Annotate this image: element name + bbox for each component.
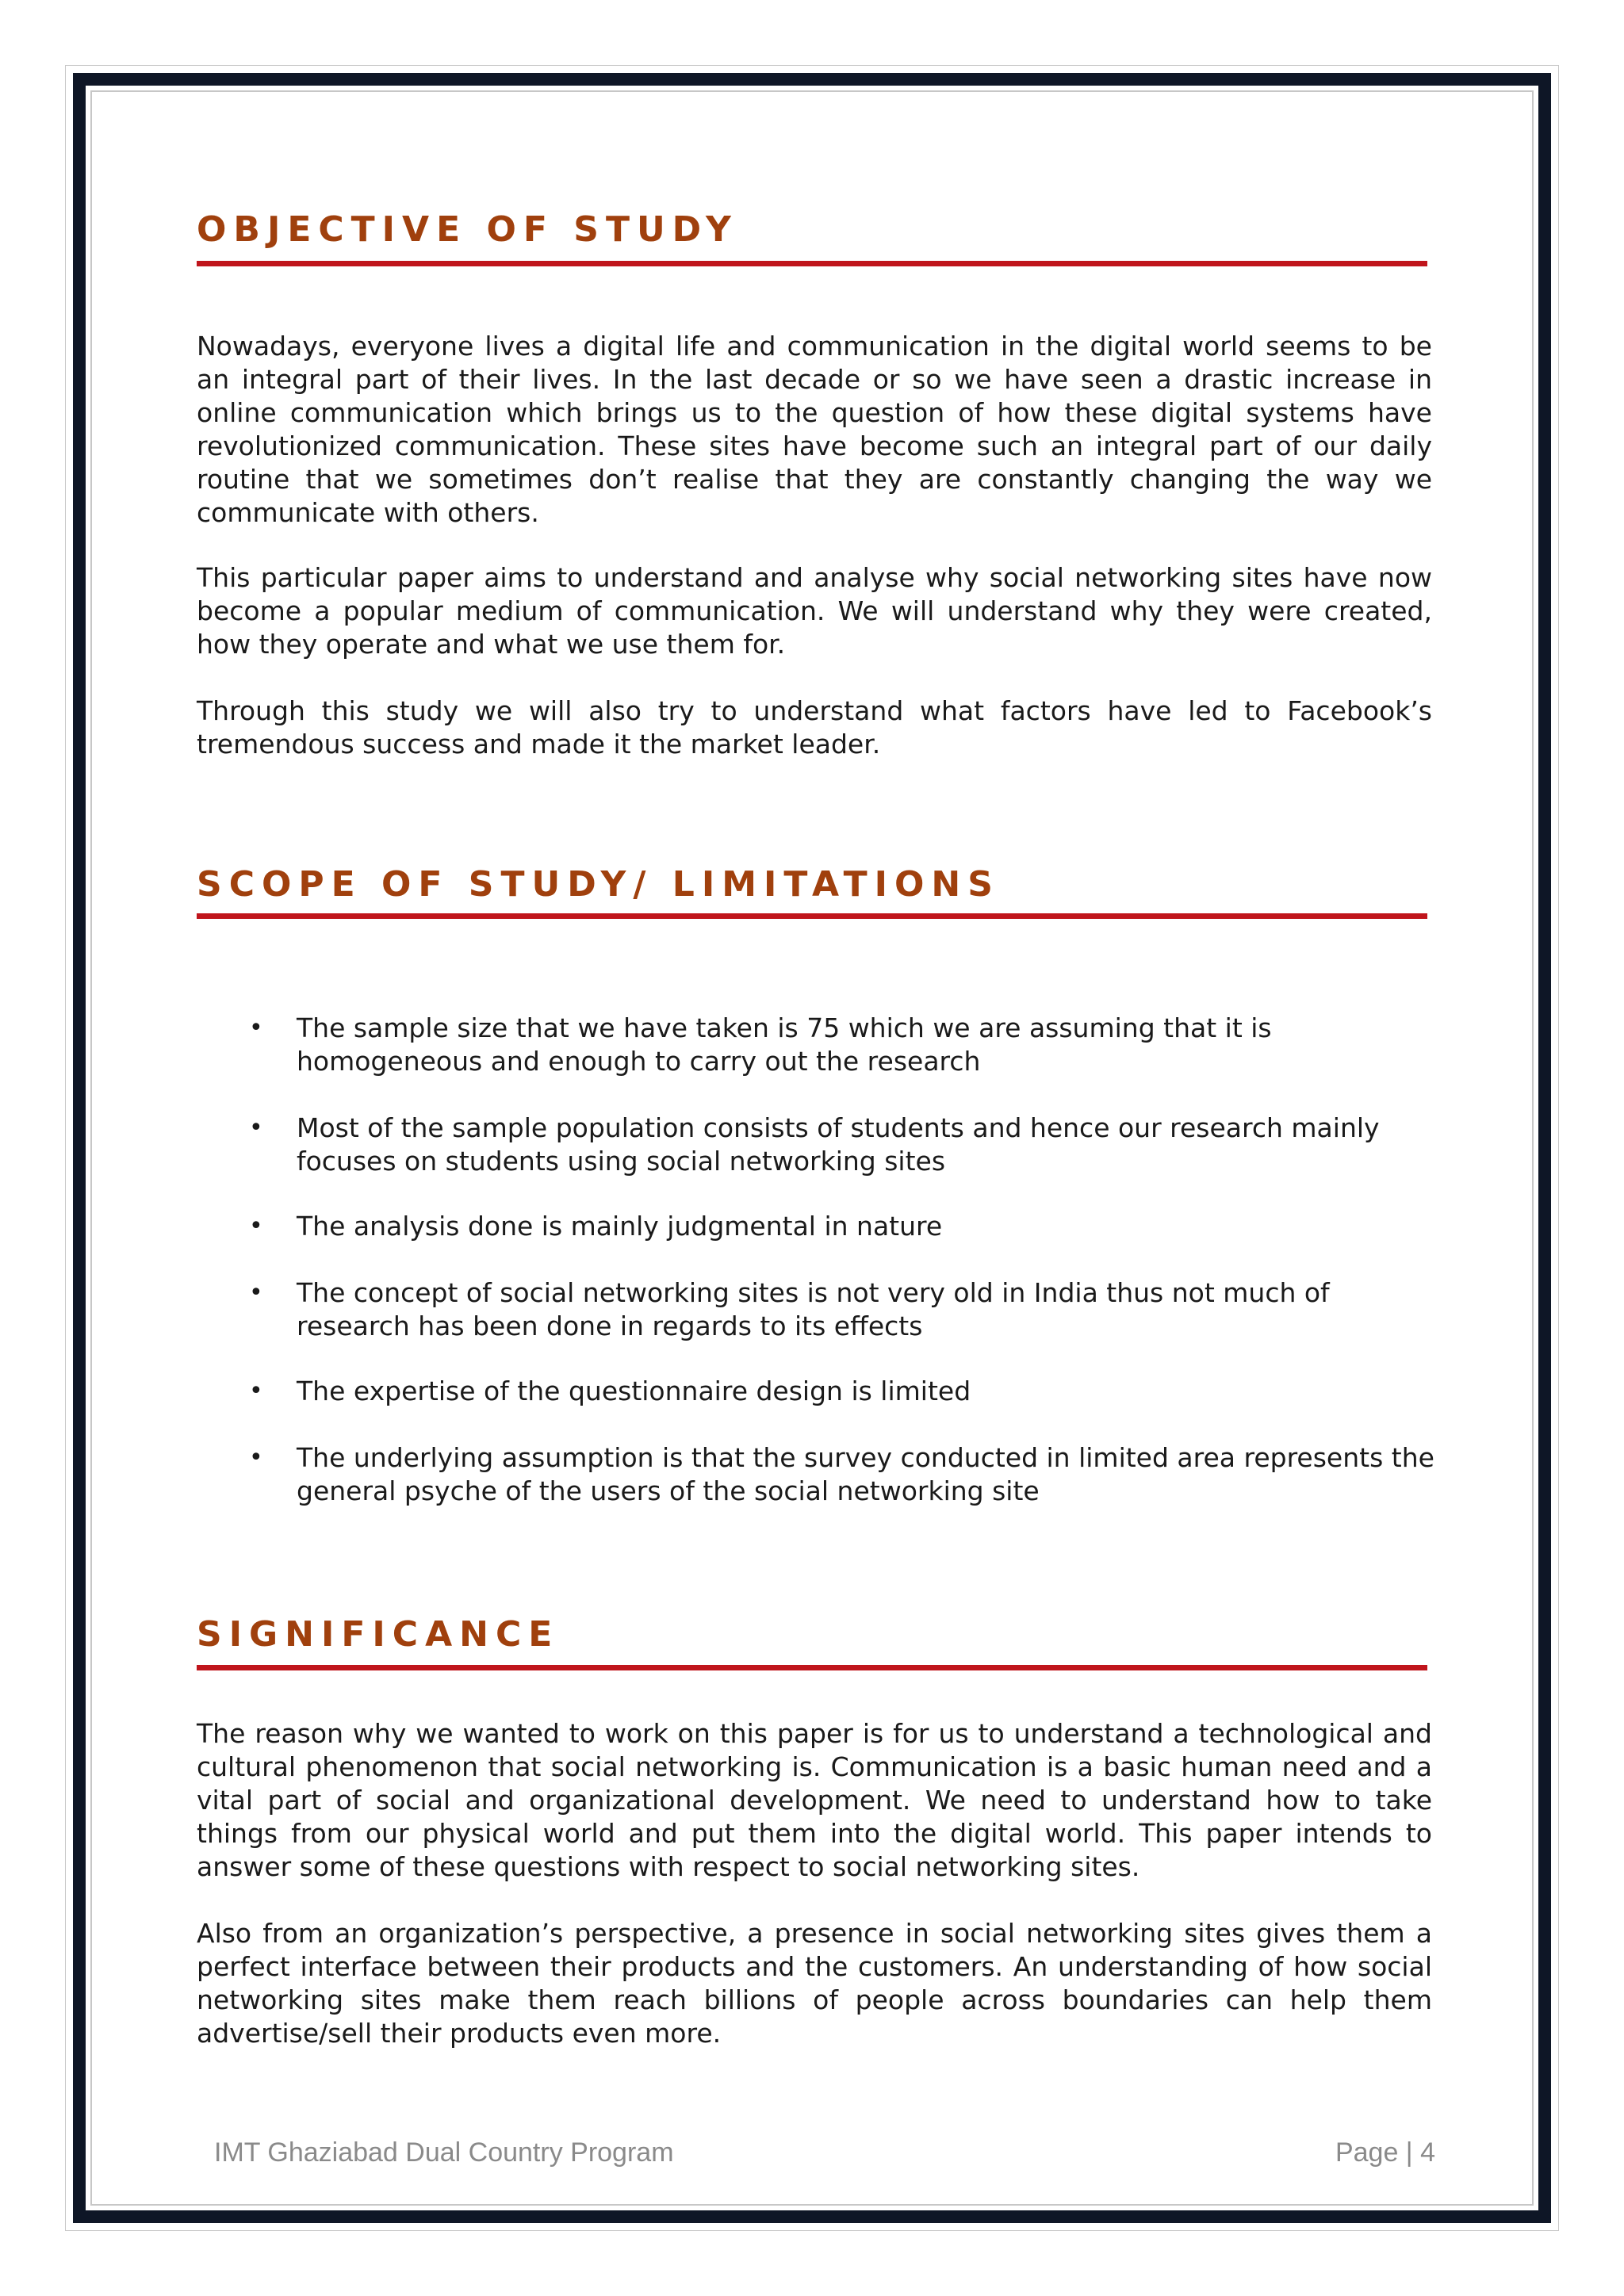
- heading-rule-objective: [197, 261, 1427, 266]
- objective-paragraph-2: This particular paper aims to understand and analyse why social networking sites have now become a popular medium of communication. We will understand why they were created, how they operate and what we use them for.: [197, 562, 1432, 660]
- bullet-icon: •: [249, 1014, 263, 1042]
- footer-page-number: Page | 4: [1335, 2137, 1435, 2168]
- bullet-icon: •: [249, 1377, 263, 1405]
- heading-scope: SCOPE OF STUDY/ LIMITATIONS: [197, 864, 1000, 905]
- list-item-text: The expertise of the questionnaire design is limited: [297, 1376, 971, 1406]
- bullet-icon: •: [249, 1114, 263, 1142]
- heading-objective: OBJECTIVE OF STUDY: [197, 209, 738, 250]
- significance-paragraph-2: Also from an organization’s perspective, a presence in social networking sites gives them a perfect interface between their products and the customers. An understanding of how social networking sites make them reach billions of people across boundaries can help them advertise/sell their products even more.: [197, 1918, 1432, 2049]
- list-item-text: Most of the sample population consists of students and hence our research mainly focuses on students using social networking sites: [297, 1112, 1380, 1177]
- heading-significance: SIGNIFICANCE: [197, 1614, 560, 1655]
- list-item-text: The concept of social networking sites is not very old in India thus not much of research has been done in regards to its effects: [297, 1277, 1330, 1341]
- list-item-text: The underlying assumption is that the survey conducted in limited area represents the general psyche of the users of the social networking site: [297, 1442, 1434, 1506]
- bullet-icon: •: [249, 1444, 263, 1471]
- footer-program: IMT Ghaziabad Dual Country Program: [214, 2137, 674, 2168]
- list-item-text: The analysis done is mainly judgmental in nature: [297, 1211, 943, 1242]
- significance-paragraph-1: The reason why we wanted to work on this paper is for us to understand a technological and cultural phenomenon that social networking is. Communication is a basic human need and a vital part of social and organizational development. We need to understand how to take things from our physical world and put them into the digital world. This paper intends to answer some of these questions with respect to social networking sites.: [197, 1718, 1432, 1882]
- objective-paragraph-1: Nowadays, everyone lives a digital life and communication in the digital world seems to be an integral part of their lives. In the last decade or so we have seen a drastic increase in online communication which brings us to the question of how these digital systems have revolutionized communication. These sites have become such an integral part of our daily routine that we sometimes don’t realise that they are constantly changing the way we communicate with others.: [197, 331, 1432, 528]
- list-item-text: The sample size that we have taken is 75 which we are assuming that it is homogeneous and enough to carry out the research: [297, 1012, 1272, 1077]
- heading-rule-significance: [197, 1665, 1427, 1670]
- objective-paragraph-3: Through this study we will also try to understand what factors have led to Facebook’s tremendous success and made it the market leader.: [197, 695, 1432, 760]
- bullet-icon: •: [249, 1279, 263, 1307]
- bullet-icon: •: [249, 1212, 263, 1240]
- heading-rule-scope: [197, 913, 1427, 919]
